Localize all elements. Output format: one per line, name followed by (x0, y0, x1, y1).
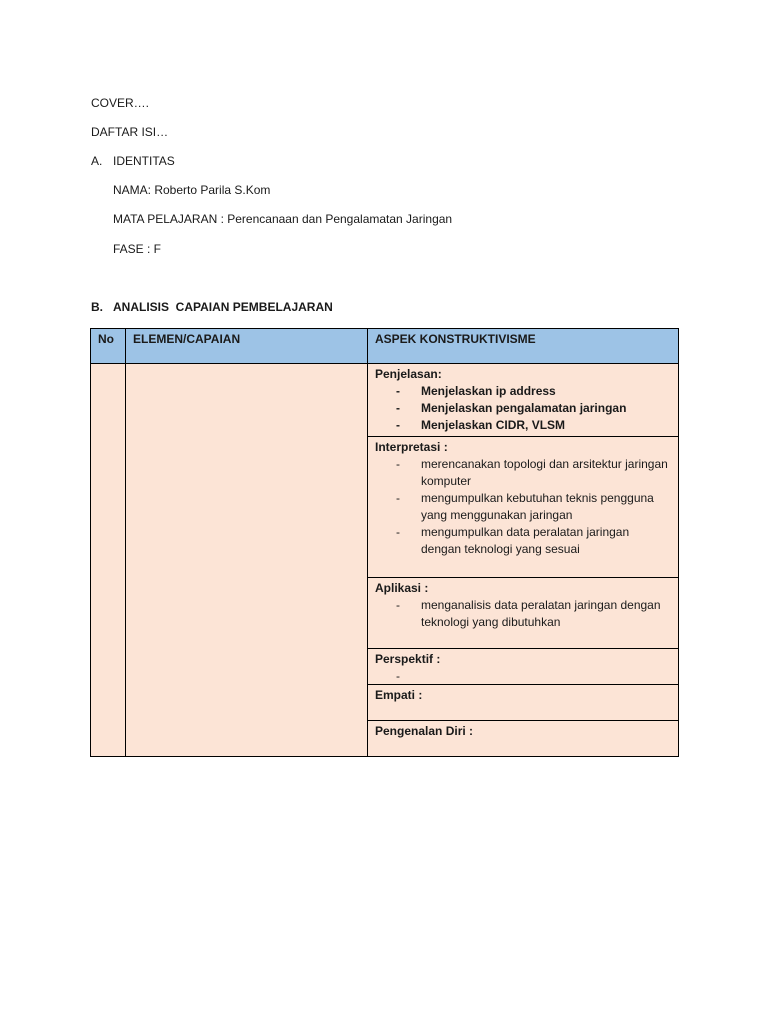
list-item: - menganalisis data peralatan jaringan dengan teknologi yang dibutuhkan (375, 597, 671, 631)
pengenalan-diri-cell (368, 721, 679, 757)
list-item: - merencanakan topologi dan arsitektur jaringan komputer (375, 456, 671, 490)
penjelasan-list (375, 383, 671, 434)
daftar-isi-line: DAFTAR ISI… (91, 125, 169, 139)
fase-line: FASE : F (113, 242, 162, 256)
capaian-table (90, 328, 679, 757)
section-a-number: A. (91, 154, 103, 168)
header-elemen-capaian: ELEMEN/CAPAIAN (126, 329, 368, 364)
table-row (91, 364, 679, 437)
header-no: No (91, 329, 126, 364)
penjelasan-cell (368, 364, 679, 437)
list-item: - mengumpulkan data peralatan jaringan dengan teknologi yang sesuai (375, 524, 671, 558)
list-item: - Menjelaskan pengalamatan jaringan (375, 400, 671, 417)
aplikasi-title: Aplikasi : (375, 581, 429, 595)
list-item: - mengumpulkan kebutuhan teknis pengguna yang menggunakan jaringan (375, 490, 671, 524)
table-header-row (91, 329, 679, 364)
section-a-title: IDENTITAS (113, 154, 175, 168)
list-item: - Menjelaskan CIDR, VLSM (375, 417, 671, 434)
penjelasan-title: Penjelasan: (375, 367, 442, 381)
perspektif-cell (368, 649, 679, 685)
header-aspek-konstruktivisme: ASPEK KONSTRUKTIVISME (368, 329, 679, 364)
list-item: - Menjelaskan ip address (375, 383, 671, 400)
mata-pelajaran-line: MATA PELAJARAN : Perencanaan dan Pengalamatan Jaringan (113, 212, 453, 226)
perspektif-title: Perspektif : (375, 652, 441, 666)
section-a-heading (91, 154, 175, 168)
no-cell (91, 364, 126, 757)
aplikasi-list (375, 597, 671, 631)
interpretasi-title: Interpretasi : (375, 440, 448, 454)
cover-line: COVER…. (91, 96, 150, 110)
section-b-number: B. (91, 300, 103, 314)
empati-cell (368, 685, 679, 721)
section-b-heading (91, 300, 333, 314)
interpretasi-list (375, 456, 671, 558)
section-b-title: ANALISIS CAPAIAN PEMBELAJARAN (113, 300, 333, 314)
elemen-capaian-cell (126, 364, 368, 757)
empati-title: Empati : (375, 688, 423, 702)
interpretasi-cell (368, 437, 679, 578)
nama-line: NAMA: Roberto Parila S.Kom (113, 183, 271, 197)
pengenalan-diri-title: Pengenalan Diri : (375, 724, 474, 738)
aplikasi-cell (368, 578, 679, 649)
